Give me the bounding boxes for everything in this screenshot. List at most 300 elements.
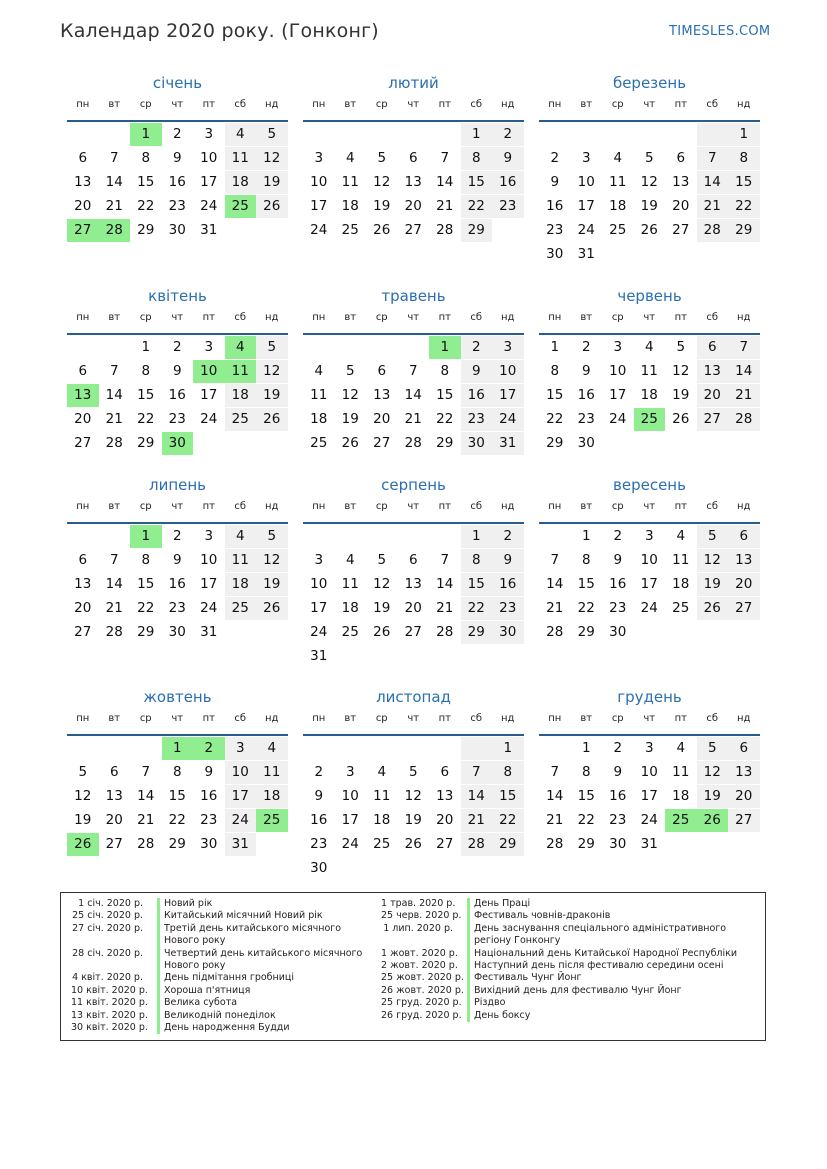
day-cell: 10 xyxy=(310,174,328,190)
day-cell: 13 xyxy=(105,788,123,804)
holiday-day-cell: 28 xyxy=(99,219,131,242)
day-cell: 1 xyxy=(141,339,151,355)
weekday-label: пт xyxy=(674,501,687,512)
day-cell: 9 xyxy=(613,552,623,568)
legend-date: 25 жовт. 2020 р. xyxy=(381,972,464,984)
day-cell: 17 xyxy=(310,600,328,616)
day-cell: 17 xyxy=(225,785,257,808)
day-cell: 31 xyxy=(640,836,658,852)
day-cell: 13 xyxy=(697,360,729,383)
day-cell: 19 xyxy=(373,198,391,214)
legend-entry xyxy=(71,910,371,922)
day-cell: 23 xyxy=(492,195,524,218)
day-cell: 26 xyxy=(341,435,359,451)
weekday-label: чт xyxy=(407,99,420,110)
legend-holiday-name: День Праці xyxy=(474,898,531,909)
day-cell: 3 xyxy=(204,339,214,355)
weekday-label: пт xyxy=(674,713,687,724)
day-cell: 27 xyxy=(436,836,454,852)
legend-date: 1 трав. 2020 р. xyxy=(381,898,456,909)
day-cell: 31 xyxy=(225,833,257,856)
day-cell: 20 xyxy=(697,384,729,407)
day-cell: 3 xyxy=(644,740,654,756)
day-cell: 8 xyxy=(461,147,493,170)
day-cell: 28 xyxy=(436,222,454,238)
day-cell: 14 xyxy=(546,576,564,592)
day-cell: 7 xyxy=(109,363,119,379)
day-cell: 22 xyxy=(137,600,155,616)
legend-date: 25 черв. 2020 р. xyxy=(381,910,462,922)
day-cell: 17 xyxy=(577,198,595,214)
day-cell: 11 xyxy=(373,788,391,804)
legend-date: 1 лип. 2020 р. xyxy=(383,922,453,934)
day-cell: 10 xyxy=(577,174,595,190)
weekday-label: сб xyxy=(234,99,247,110)
day-cell: 11 xyxy=(672,764,690,780)
day-cell: 30 xyxy=(168,624,186,640)
day-cell: 15 xyxy=(436,387,454,403)
day-cell: 21 xyxy=(105,411,123,427)
weekday-label: сб xyxy=(470,713,483,724)
day-cell: 12 xyxy=(256,147,288,170)
holiday-color-marker xyxy=(157,898,160,910)
day-cell: 7 xyxy=(697,147,729,170)
day-cell: 10 xyxy=(200,150,218,166)
holiday-day-cell: 1 xyxy=(130,525,162,548)
day-cell: 30 xyxy=(310,860,328,876)
weekday-header xyxy=(67,501,288,519)
legend-holiday-name: День народження Будди xyxy=(164,1022,290,1034)
day-cell: 12 xyxy=(373,174,391,190)
day-cell: 14 xyxy=(728,360,760,383)
month-name: вересень xyxy=(613,476,686,494)
day-cell: 1 xyxy=(461,123,493,146)
day-cell: 27 xyxy=(105,836,123,852)
weekday-label: сб xyxy=(706,501,719,512)
day-cell: 15 xyxy=(577,788,595,804)
month-name: березень xyxy=(612,74,687,92)
day-cell: 3 xyxy=(314,150,324,166)
day-cell: 17 xyxy=(200,174,218,190)
weekday-label: вт xyxy=(108,501,121,512)
day-cell: 10 xyxy=(640,764,658,780)
weekday-label: вт xyxy=(108,99,121,110)
day-cell: 7 xyxy=(440,552,450,568)
day-cell: 10 xyxy=(609,363,627,379)
legend-column-right xyxy=(381,898,761,1022)
day-cell: 17 xyxy=(310,198,328,214)
day-cell: 29 xyxy=(137,222,155,238)
day-cell: 9 xyxy=(492,549,524,572)
day-cell: 16 xyxy=(609,788,627,804)
day-cell: 5 xyxy=(345,363,355,379)
day-cell: 11 xyxy=(672,552,690,568)
day-cell: 16 xyxy=(461,384,493,407)
day-cell: 27 xyxy=(373,435,391,451)
day-cell: 1 xyxy=(728,123,760,146)
day-cell: 20 xyxy=(436,812,454,828)
header-divider xyxy=(67,120,288,122)
weekday-label: пн xyxy=(548,713,562,724)
weekday-label: сб xyxy=(470,99,483,110)
day-cell: 28 xyxy=(546,836,564,852)
day-cell: 5 xyxy=(644,150,654,166)
day-cell: 29 xyxy=(168,836,186,852)
day-cell: 20 xyxy=(105,812,123,828)
header-divider xyxy=(303,333,524,335)
weekday-label: нд xyxy=(501,99,515,110)
holiday-day-cell: 10 xyxy=(193,360,225,383)
weekday-label: пт xyxy=(438,501,451,512)
day-cell: 15 xyxy=(137,174,155,190)
day-cell: 11 xyxy=(256,761,288,784)
weekday-label: пн xyxy=(76,713,90,724)
day-cell: 23 xyxy=(492,597,524,620)
day-cell: 5 xyxy=(676,339,686,355)
day-cell: 12 xyxy=(373,576,391,592)
weekday-label: ср xyxy=(375,99,388,110)
day-cell: 3 xyxy=(345,764,355,780)
day-cell: 19 xyxy=(256,171,288,194)
day-cell: 9 xyxy=(613,764,623,780)
month-name: грудень xyxy=(617,688,682,706)
day-cell: 7 xyxy=(550,764,560,780)
day-cell: 28 xyxy=(436,624,454,640)
holiday-color-marker xyxy=(467,985,470,997)
day-cell: 10 xyxy=(640,552,658,568)
weekday-label: нд xyxy=(265,713,279,724)
weekday-label: сб xyxy=(234,713,247,724)
weekday-label: сб xyxy=(706,713,719,724)
weekday-label: сб xyxy=(706,99,719,110)
holiday-color-marker xyxy=(157,985,160,997)
legend-holiday-name: Китайський місячний Новий рік xyxy=(164,910,323,922)
day-cell: 3 xyxy=(613,339,623,355)
weekday-label: ср xyxy=(611,501,624,512)
day-cell: 24 xyxy=(492,408,524,431)
day-cell: 5 xyxy=(377,552,387,568)
header-divider xyxy=(67,522,288,524)
day-cell: 20 xyxy=(74,411,92,427)
day-cell: 4 xyxy=(314,363,324,379)
weekday-label: нд xyxy=(265,99,279,110)
day-cell: 29 xyxy=(461,621,493,644)
day-cell: 20 xyxy=(672,198,690,214)
day-cell: 14 xyxy=(105,576,123,592)
day-cell: 23 xyxy=(461,408,493,431)
day-cell: 8 xyxy=(141,552,151,568)
header-divider xyxy=(539,333,760,335)
day-cell: 29 xyxy=(577,836,595,852)
weekday-label: нд xyxy=(737,99,751,110)
day-cell: 10 xyxy=(341,788,359,804)
legend-holiday-name: День заснування спеціального адміністративного регіону Гонконгу xyxy=(474,922,727,947)
day-cell: 21 xyxy=(105,198,123,214)
holiday-color-marker xyxy=(157,910,160,922)
legend-entry xyxy=(71,948,371,973)
day-cell: 30 xyxy=(546,246,564,262)
day-cell: 8 xyxy=(492,761,524,784)
day-cell: 24 xyxy=(200,198,218,214)
weekday-label: пн xyxy=(548,312,562,323)
holiday-color-marker xyxy=(467,960,470,972)
day-cell: 12 xyxy=(640,174,658,190)
day-cell: 25 xyxy=(672,600,690,616)
legend-holiday-name: Великодній понеділок xyxy=(164,1009,276,1021)
legend-date: 2 жовт. 2020 р. xyxy=(381,960,458,972)
legend-holiday-name: Фестиваль Чунг Йонг xyxy=(474,972,582,984)
page-title: Календар 2020 року. (Гонконг) xyxy=(60,20,379,42)
weekday-label: чт xyxy=(643,713,656,724)
day-cell: 7 xyxy=(109,150,119,166)
weekday-label: сб xyxy=(234,501,247,512)
month-name: травень xyxy=(381,287,446,305)
weekday-header xyxy=(67,99,288,117)
weekday-label: пт xyxy=(202,501,215,512)
day-cell: 1 xyxy=(581,528,591,544)
day-cell: 21 xyxy=(436,198,454,214)
day-cell: 12 xyxy=(256,549,288,572)
day-cell: 16 xyxy=(546,198,564,214)
day-cell: 10 xyxy=(492,360,524,383)
legend-entry xyxy=(71,1010,371,1022)
weekday-label: пн xyxy=(548,99,562,110)
day-cell: 29 xyxy=(461,219,493,242)
day-cell: 5 xyxy=(697,737,729,760)
day-cell: 24 xyxy=(609,411,627,427)
day-cell: 14 xyxy=(404,387,422,403)
day-cell: 1 xyxy=(492,737,524,760)
legend-holiday-name: Хороша п'ятниця xyxy=(164,984,251,996)
day-cell: 22 xyxy=(492,809,524,832)
legend-entry xyxy=(71,1022,371,1034)
weekday-label: пт xyxy=(438,713,451,724)
weekday-label: вт xyxy=(344,312,357,323)
weekday-label: пн xyxy=(76,99,90,110)
day-cell: 29 xyxy=(728,219,760,242)
day-cell: 19 xyxy=(256,384,288,407)
day-cell: 7 xyxy=(141,764,151,780)
month-name: червень xyxy=(617,287,682,305)
weekday-label: вт xyxy=(344,501,357,512)
day-cell: 19 xyxy=(697,785,729,808)
day-cell: 10 xyxy=(225,761,257,784)
weekday-label: чт xyxy=(643,312,656,323)
holiday-day-cell: 4 xyxy=(225,336,257,359)
day-cell: 19 xyxy=(373,600,391,616)
header-divider xyxy=(67,734,288,736)
legend-entry xyxy=(381,948,761,960)
day-cell: 20 xyxy=(74,198,92,214)
day-cell: 12 xyxy=(256,360,288,383)
day-cell: 15 xyxy=(137,576,155,592)
weekday-label: чт xyxy=(643,99,656,110)
day-cell: 26 xyxy=(373,624,391,640)
day-cell: 21 xyxy=(697,195,729,218)
month-name: лютий xyxy=(388,74,439,92)
day-cell: 31 xyxy=(200,222,218,238)
day-cell: 20 xyxy=(373,411,391,427)
month-name: серпень xyxy=(381,476,446,494)
day-cell: 11 xyxy=(341,576,359,592)
holiday-day-cell: 1 xyxy=(162,737,194,760)
day-cell: 14 xyxy=(546,788,564,804)
day-cell: 16 xyxy=(492,573,524,596)
day-cell: 23 xyxy=(168,600,186,616)
day-cell: 19 xyxy=(341,411,359,427)
day-cell: 9 xyxy=(204,764,214,780)
day-cell: 25 xyxy=(225,408,257,431)
day-cell: 22 xyxy=(728,195,760,218)
day-cell: 27 xyxy=(74,435,92,451)
day-cell: 17 xyxy=(200,576,218,592)
day-cell: 28 xyxy=(105,624,123,640)
day-cell: 7 xyxy=(440,150,450,166)
legend-date: 13 квіт. 2020 р. xyxy=(71,1009,148,1021)
day-cell: 19 xyxy=(640,198,658,214)
day-cell: 17 xyxy=(492,384,524,407)
day-cell: 30 xyxy=(609,836,627,852)
day-cell: 7 xyxy=(461,761,493,784)
day-cell: 9 xyxy=(581,363,591,379)
holiday-color-marker xyxy=(467,923,470,948)
day-cell: 7 xyxy=(728,336,760,359)
day-cell: 22 xyxy=(168,812,186,828)
legend-entry xyxy=(381,923,761,948)
day-cell: 24 xyxy=(225,809,257,832)
weekday-label: сб xyxy=(706,312,719,323)
day-cell: 3 xyxy=(204,528,214,544)
day-cell: 2 xyxy=(492,123,524,146)
day-cell: 18 xyxy=(225,171,257,194)
day-cell: 24 xyxy=(577,222,595,238)
day-cell: 5 xyxy=(377,150,387,166)
day-cell: 16 xyxy=(168,174,186,190)
holiday-day-cell: 25 xyxy=(665,809,697,832)
legend-holiday-name: День боксу xyxy=(474,1009,531,1021)
day-cell: 22 xyxy=(436,411,454,427)
day-cell: 2 xyxy=(492,525,524,548)
day-cell: 16 xyxy=(310,812,328,828)
holiday-color-marker xyxy=(467,1010,470,1022)
legend-entry xyxy=(381,898,761,910)
holiday-day-cell: 2 xyxy=(193,737,225,760)
day-cell: 26 xyxy=(373,222,391,238)
day-cell: 24 xyxy=(200,600,218,616)
holiday-color-marker xyxy=(467,910,470,922)
day-cell: 20 xyxy=(74,600,92,616)
weekday-label: ср xyxy=(139,99,152,110)
day-cell: 16 xyxy=(492,171,524,194)
day-cell: 9 xyxy=(172,150,182,166)
legend-date: 25 груд. 2020 р. xyxy=(381,997,462,1009)
day-cell: 24 xyxy=(640,812,658,828)
brand-link[interactable]: TIMESLES.COM xyxy=(669,24,771,39)
day-cell: 16 xyxy=(168,576,186,592)
weekday-label: ср xyxy=(375,501,388,512)
weekday-label: нд xyxy=(737,501,751,512)
weekday-label: вт xyxy=(344,713,357,724)
day-cell: 17 xyxy=(640,576,658,592)
day-cell: 26 xyxy=(697,597,729,620)
header-divider xyxy=(539,522,760,524)
legend-date: 27 січ. 2020 р. xyxy=(72,922,143,934)
day-cell: 1 xyxy=(461,525,493,548)
legend-holiday-name: Новий рік xyxy=(164,898,213,909)
day-cell: 26 xyxy=(256,597,288,620)
weekday-label: вт xyxy=(108,312,121,323)
legend-column-left xyxy=(71,898,371,1034)
day-cell: 7 xyxy=(408,363,418,379)
day-cell: 9 xyxy=(314,788,324,804)
day-cell: 6 xyxy=(440,764,450,780)
day-cell: 8 xyxy=(141,150,151,166)
day-cell: 25 xyxy=(373,836,391,852)
day-cell: 26 xyxy=(672,411,690,427)
day-cell: 25 xyxy=(341,624,359,640)
month-name: липень xyxy=(148,476,207,494)
day-cell: 9 xyxy=(550,174,560,190)
weekday-label: нд xyxy=(265,501,279,512)
holiday-color-marker xyxy=(467,948,470,960)
day-cell: 21 xyxy=(728,384,760,407)
day-cell: 15 xyxy=(168,788,186,804)
day-cell: 6 xyxy=(408,552,418,568)
day-cell: 23 xyxy=(609,812,627,828)
weekday-label: ср xyxy=(375,312,388,323)
day-cell: 21 xyxy=(546,812,564,828)
day-cell: 6 xyxy=(728,737,760,760)
holiday-color-marker xyxy=(157,948,160,973)
weekday-header xyxy=(67,713,288,731)
day-cell: 14 xyxy=(105,174,123,190)
day-cell: 28 xyxy=(546,624,564,640)
day-cell: 30 xyxy=(492,621,524,644)
day-cell: 27 xyxy=(404,222,422,238)
day-cell: 13 xyxy=(728,549,760,572)
day-cell: 11 xyxy=(341,174,359,190)
day-cell: 21 xyxy=(105,600,123,616)
legend-date: 30 квіт. 2020 р. xyxy=(71,1022,148,1034)
day-cell: 8 xyxy=(550,363,560,379)
day-cell: 17 xyxy=(341,812,359,828)
holiday-color-marker xyxy=(157,1022,160,1034)
day-cell: 18 xyxy=(225,573,257,596)
day-cell: 17 xyxy=(200,387,218,403)
weekday-label: чт xyxy=(171,713,184,724)
holiday-legend xyxy=(60,892,766,1041)
day-cell: 21 xyxy=(461,809,493,832)
day-cell: 21 xyxy=(546,600,564,616)
legend-entry xyxy=(71,997,371,1009)
day-cell: 26 xyxy=(640,222,658,238)
day-cell: 8 xyxy=(581,552,591,568)
legend-holiday-name: Третій день китайського місячного Нового року xyxy=(164,922,342,947)
weekday-label: вт xyxy=(580,501,593,512)
day-cell: 22 xyxy=(546,411,564,427)
weekday-label: пн xyxy=(312,713,326,724)
legend-entry xyxy=(381,1010,761,1022)
day-cell: 23 xyxy=(609,600,627,616)
day-cell: 14 xyxy=(461,785,493,808)
day-cell: 5 xyxy=(256,336,288,359)
day-cell: 13 xyxy=(436,788,454,804)
legend-date: 25 січ. 2020 р. xyxy=(72,910,143,922)
weekday-label: пн xyxy=(548,501,562,512)
holiday-day-cell: 27 xyxy=(67,219,99,242)
day-cell: 12 xyxy=(404,788,422,804)
day-cell: 24 xyxy=(310,624,328,640)
